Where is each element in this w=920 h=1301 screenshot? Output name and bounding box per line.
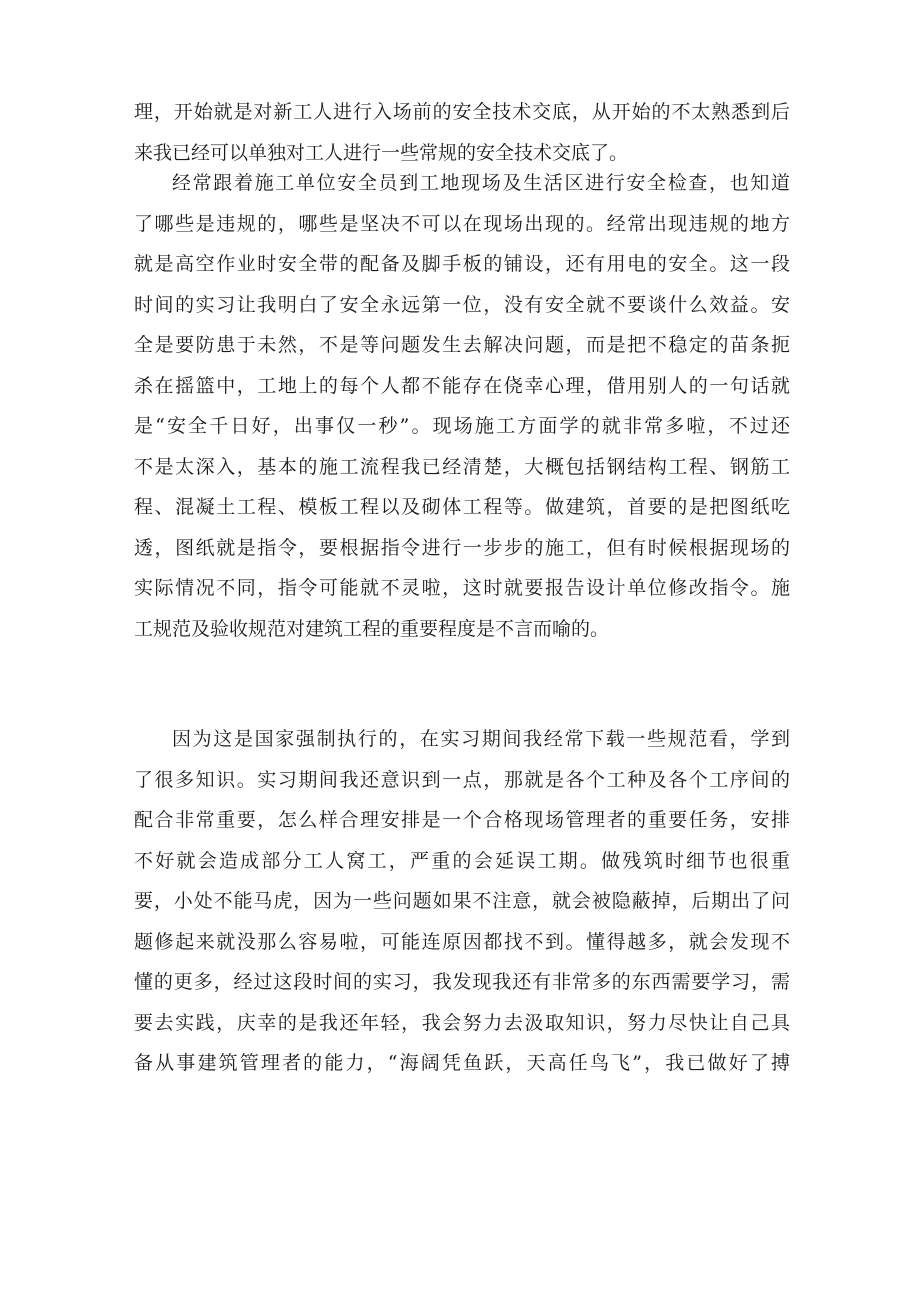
paragraph-line: 是“安全千日好，出事仅一秒”。现场施工方面学的就非常多啦，不过还 — [134, 415, 790, 437]
paragraph-line: 配合非常重要，怎么样合理安排是一个合格现场管理者的重要任务，安排 — [134, 809, 790, 831]
paragraph-line: 工规范及验收规范对建筑工程的重要程度是不言而喻的。 — [134, 617, 610, 640]
paragraph-line: 理，开始就是对新工人进行入场前的安全技术交底，从开始的不太熟悉到后 — [134, 101, 790, 123]
paragraph-2 — [134, 163, 790, 649]
paragraph-line: 题修起来就没那么容易啦，可能连原因都找不到。懂得越多，就会发现不 — [134, 930, 790, 953]
paragraph-line: 懂的更多，经过这段时间的实习，我发现我还有非常多的东西需要学习，需 — [134, 971, 790, 993]
paragraph-line: 不好就会造成部分工人窝工，严重的会延误工期。做残筑时细节也很重 — [134, 849, 790, 872]
paragraph-line: 经常跟着施工单位安全员到工地现场及生活区进行安全检查，也知道 — [172, 172, 790, 194]
paragraph-line: 杀在摇篮中，工地上的每个人都不能存在侥幸心理，借用别人的一句话就 — [134, 374, 790, 397]
paragraph-line: 备从事建筑管理者的能力，“海阔凭鱼跃，天高任鸟飞”，我已做好了搏 — [134, 1052, 790, 1074]
paragraph-line: 实际情况不同，指令可能就不灵啦，这时就要报告设计单位修改指令。施 — [134, 577, 790, 599]
paragraph-line: 来我已经可以单独对工人进行一些常规的安全技术交底了。 — [134, 141, 629, 164]
paragraph-line: 全是要防患于未然，不是等问题发生去解决问题，而是把不稳定的苗条扼 — [134, 334, 790, 356]
paragraph-line: 透，图纸就是指令，要根据指令进行一步步的施工，但有时候根据现场的 — [134, 536, 790, 559]
paragraph-line: 程、混凝土工程、模板工程以及砌体工程等。做建筑，首要的是把图纸吃 — [134, 496, 790, 518]
paragraph-3 — [134, 719, 790, 1084]
paragraph-line: 要去实践，庆幸的是我还年轻，我会努力去汲取知识，努力尽快让自己具 — [134, 1011, 790, 1034]
paragraph-line: 时间的实习让我明白了安全永远第一位，没有安全就不要谈什么效益。安 — [134, 293, 790, 316]
paragraph-1 — [134, 92, 790, 173]
paragraph-line: 不是太深入，基本的施工流程我已经清楚，大概包括钢结构工程、钢筋工 — [134, 455, 790, 478]
paragraph-line: 了哪些是违规的，哪些是坚决不可以在现场出现的。经常出现违规的地方 — [134, 212, 790, 235]
paragraph-line: 要，小处不能马虎，因为一些问题如果不注意，就会被隐蔽掉，后期出了问 — [134, 890, 790, 912]
paragraph-line: 就是高空作业时安全带的配备及脚手板的铺设，还有用电的安全。这一段 — [134, 253, 790, 275]
paragraph-line: 了很多知识。实习期间我还意识到一点，那就是各个工种及各个工序间的 — [134, 768, 790, 791]
paragraph-line: 因为这是国家强制执行的，在实习期间我经常下载一些规范看，学到 — [172, 728, 790, 750]
